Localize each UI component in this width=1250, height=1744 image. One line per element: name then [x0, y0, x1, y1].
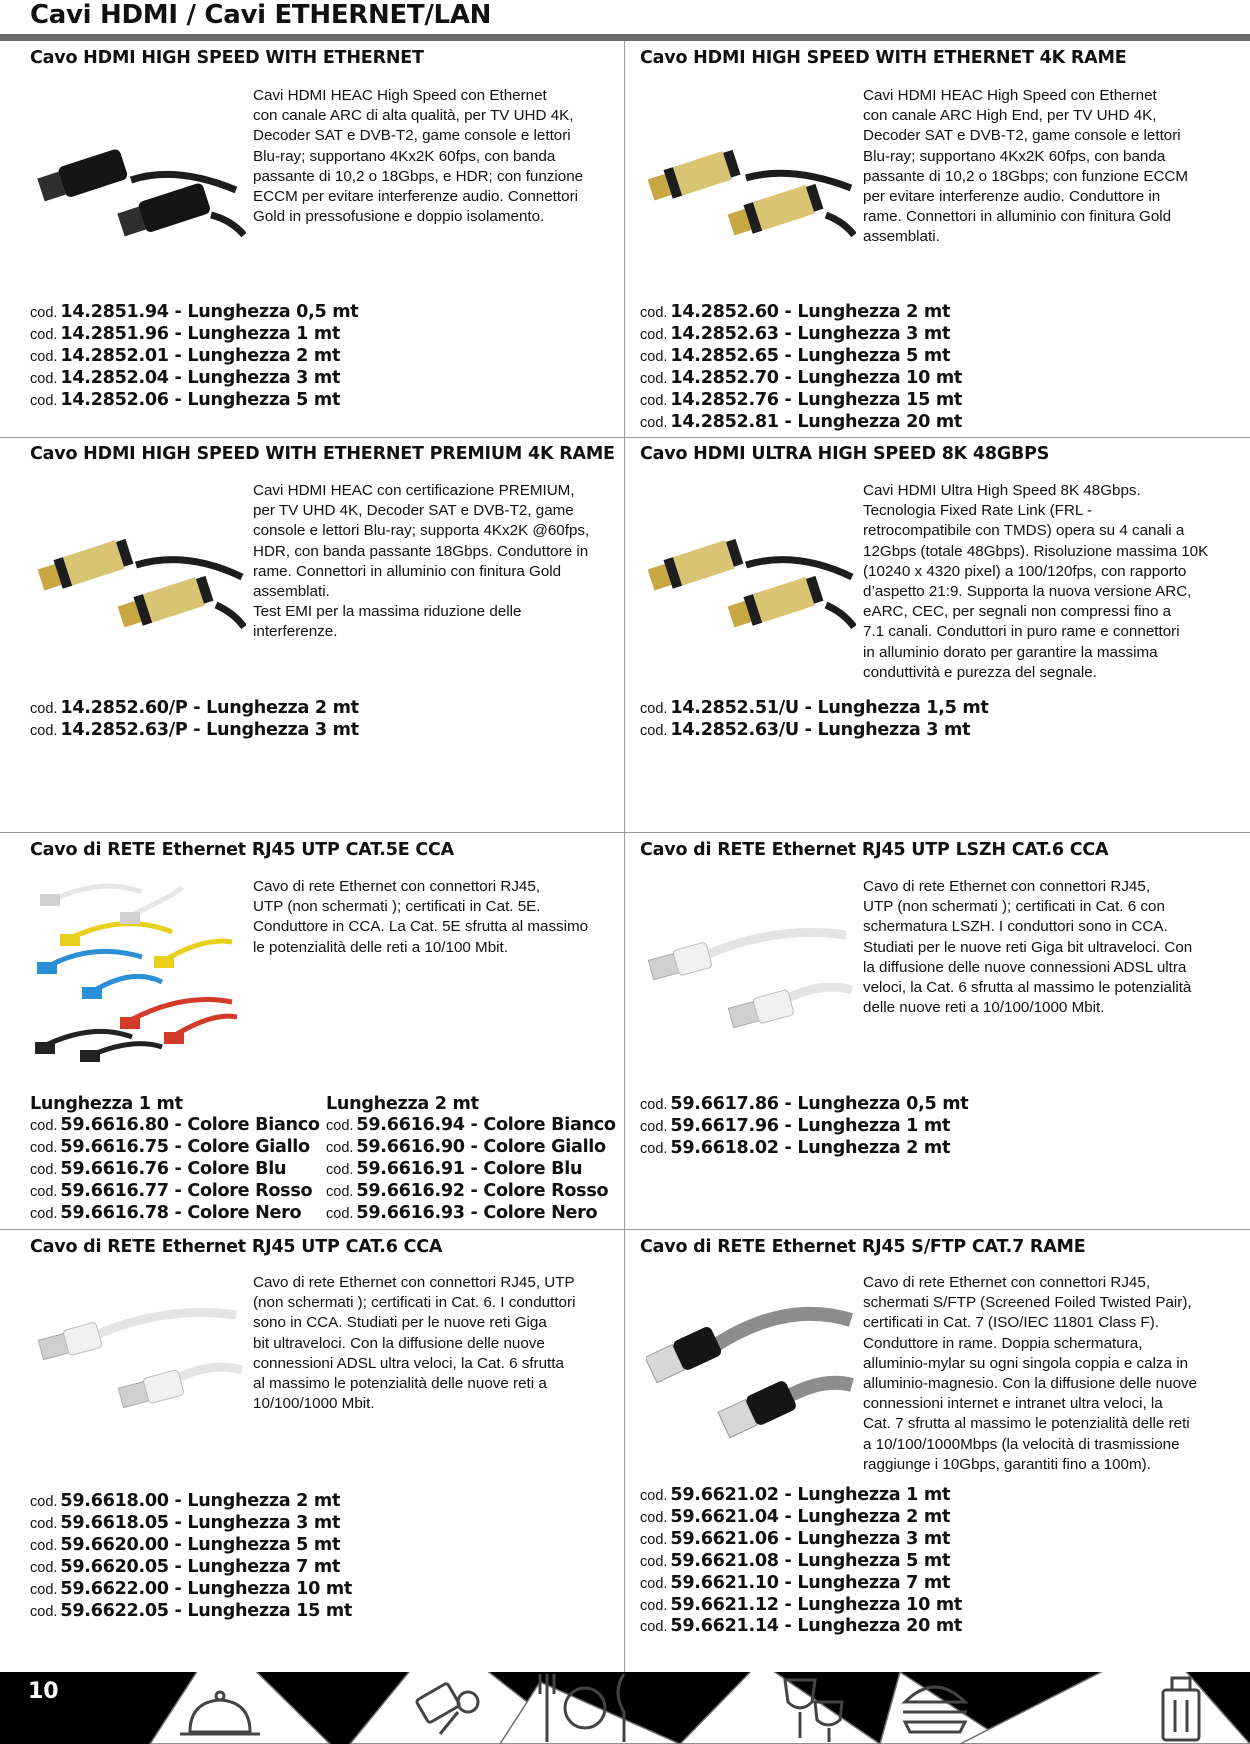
- product-description: [863, 481, 1208, 683]
- product-codes-group-2mt: [326, 1094, 616, 1224]
- description-line: Cavi HDMI HEAC High Speed con Ethernet: [863, 87, 1157, 104]
- code-item: cod. 59.6620.00 - Lunghezza 5 mt: [30, 1534, 341, 1555]
- product-rj45-lszh-cat6: [640, 840, 1236, 860]
- description-line: Blu-ray; supportano 4Kx2K 60fps, con banda: [863, 147, 1166, 165]
- code-item: cod. 14.2852.65 - Lunghezza 5 mt: [640, 345, 951, 366]
- description-line: a 10/100/1000Mbps (la velocità di trasmissione: [863, 1435, 1180, 1453]
- group-heading: Lunghezza 1 mt: [30, 1094, 183, 1114]
- code-item: cod. 59.6621.06 - Lunghezza 3 mt: [640, 1528, 951, 1549]
- description-line: 7.1 canali. Conduttori in puro rame e connettori: [863, 623, 1180, 641]
- code-item: cod. 59.6616.92 - Colore Rosso: [326, 1180, 609, 1201]
- code-item: cod. 59.6618.00 - Lunghezza 2 mt: [30, 1491, 341, 1511]
- code-item: cod. 59.6620.05 - Lunghezza 7 mt: [30, 1556, 341, 1577]
- description-line: Studiati per le nuove reti Giga bit ultraveloci. Con: [863, 938, 1193, 956]
- hdmi-cable-gold-image: [36, 525, 246, 635]
- description-line: conduttività e purezza del segnale.: [863, 663, 1097, 681]
- product-hdmi-high-speed: [30, 48, 626, 68]
- description-line: in alluminio dorato per garantire la massima: [863, 643, 1158, 661]
- description-line: Cavi HDMI HEAC con certificazione PREMIUM,: [253, 482, 575, 499]
- product-description: [863, 1273, 1197, 1475]
- description-line: 10/100/1000 Mbit.: [253, 1395, 375, 1413]
- ethernet-cable-white-image: [36, 1290, 246, 1415]
- description-line: Decoder SAT e DVB-T2, game console e lettori: [863, 127, 1181, 145]
- code-item: cod. 59.6616.80 - Colore Bianco: [30, 1114, 320, 1135]
- code-item: cod. 59.6616.75 - Colore Giallo: [30, 1136, 310, 1157]
- ethernet-cable-white-image: [646, 910, 856, 1035]
- description-line: Conduttore in rame. Doppia schermatura,: [863, 1334, 1143, 1352]
- description-line: veloci, la Cat. 6 sfrutta al massimo le potenzialità: [863, 979, 1192, 997]
- product-rj45-cat5e: [30, 840, 626, 860]
- product-hdmi-4k-rame: [640, 48, 1236, 68]
- description-line: al massimo le potenzialità delle nuove reti a: [253, 1375, 547, 1393]
- description-line: (non schermati ); certificati in Cat. 6. I conduttori: [253, 1294, 576, 1312]
- product-codes: [640, 1485, 962, 1638]
- code-item: cod. 14.2852.04 - Lunghezza 3 mt: [30, 367, 341, 388]
- description-line: sono in CCA. Studiati per le nuove reti Giga: [253, 1314, 547, 1332]
- product-hdmi-premium-4k: [30, 444, 626, 464]
- product-title: Cavo HDMI HIGH SPEED WITH ETHERNET 4K RAME: [640, 48, 1127, 68]
- description-line: interferenze.: [253, 623, 338, 641]
- description-line: passante di 10,2 o 18Gbps, e HDR; con funzione: [253, 167, 584, 185]
- title-rule: [0, 34, 1250, 41]
- product-description: [863, 877, 1192, 1018]
- description-line: connessioni internet e intranet ultra veloci, la: [863, 1395, 1163, 1413]
- description-line: Cavi HDMI Ultra High Speed 8K 48Gbps.: [863, 482, 1141, 499]
- code-item: cod. 59.6622.05 - Lunghezza 15 mt: [30, 1600, 353, 1621]
- code-item: cod. 59.6617.96 - Lunghezza 1 mt: [640, 1115, 951, 1136]
- product-title: Cavo di RETE Ethernet RJ45 UTP CAT.6 CCA: [30, 1237, 443, 1257]
- product-title: Cavo di RETE Ethernet RJ45 UTP LSZH CAT.6 CCA: [640, 840, 1109, 860]
- product-description: [253, 877, 588, 958]
- product-codes: [30, 302, 358, 412]
- hdmi-cable-gold-image: [646, 525, 856, 635]
- description-line: certificati in Cat. 7 (ISO/IEC 11801 Class F).: [863, 1314, 1159, 1332]
- code-item: cod. 59.6621.12 - Lunghezza 10 mt: [640, 1594, 963, 1615]
- code-item: cod. 14.2851.94 - Lunghezza 0,5 mt: [30, 302, 359, 322]
- description-line: con canale ARC di alta qualità, per TV UHD 4K,: [253, 107, 574, 125]
- description-line: Blu-ray; supportano 4Kx2K 60fps, con banda: [253, 147, 556, 165]
- row-divider: [0, 832, 1250, 833]
- description-line: per evitare interferenze audio. Conduttore in: [863, 188, 1161, 206]
- page-title: Cavi HDMI / Cavi ETHERNET/LAN: [30, 0, 492, 30]
- description-line: assemblati.: [253, 583, 330, 601]
- code-item: cod. 14.2851.96 - Lunghezza 1 mt: [30, 323, 341, 344]
- code-item: cod. 59.6616.77 - Colore Rosso: [30, 1180, 313, 1201]
- ethernet-cable-grey-image: [646, 1290, 856, 1440]
- code-item: cod. 14.2852.06 - Lunghezza 5 mt: [30, 389, 341, 410]
- product-title: Cavo di RETE Ethernet RJ45 UTP CAT.5E CCA: [30, 840, 454, 860]
- description-line: (10240 x 4320 pixel) a 100/120fps, con rapporto: [863, 562, 1187, 580]
- description-line: rame. Connettori in alluminio con finitura Gold: [863, 208, 1172, 226]
- code-item: cod. 59.6616.78 - Colore Nero: [30, 1202, 302, 1223]
- description-line: UTP (non schermati ); certificati in Cat. 5E.: [253, 898, 541, 916]
- description-line: ECCM per evitare interferenze audio. Connettori: [253, 188, 579, 206]
- product-hdmi-ultra-8k: [640, 444, 1236, 464]
- description-line: UTP (non schermati ); certificati in Cat. 6 con: [863, 898, 1165, 916]
- footer-band: [0, 1672, 1250, 1744]
- code-item: cod. 59.6616.76 - Colore Blu: [30, 1158, 287, 1179]
- product-codes: [640, 1094, 968, 1160]
- description-line: Test EMI per la massima riduzione delle: [253, 603, 522, 621]
- code-item: cod. 14.2852.01 - Lunghezza 2 mt: [30, 345, 341, 366]
- description-line: rame. Connettori in alluminio con finitura Gold: [253, 562, 562, 580]
- description-line: Cat. 7 sfrutta al massimo le potenzialità delle reti: [863, 1415, 1190, 1433]
- hdmi-cable-gold-image: [646, 140, 856, 240]
- code-item: cod. 14.2852.76 - Lunghezza 15 mt: [640, 389, 963, 410]
- description-line: raggiunge i 10Gbps, garantiti fino a 100m).: [863, 1455, 1151, 1473]
- product-title: Cavo HDMI HIGH SPEED WITH ETHERNET: [30, 48, 424, 68]
- code-item: cod. 59.6616.94 - Colore Bianco: [326, 1114, 616, 1135]
- code-item: cod. 14.2852.63/P - Lunghezza 3 mt: [30, 719, 359, 740]
- product-codes: [640, 302, 962, 433]
- code-item: cod. 59.6621.10 - Lunghezza 7 mt: [640, 1572, 951, 1593]
- code-item: cod. 59.6616.91 - Colore Blu: [326, 1158, 583, 1179]
- product-title: Cavo HDMI ULTRA HIGH SPEED 8K 48GBPS: [640, 444, 1050, 464]
- code-item: cod. 14.2852.81 - Lunghezza 20 mt: [640, 411, 963, 432]
- row-divider: [0, 437, 1250, 438]
- code-item: cod. 59.6622.00 - Lunghezza 10 mt: [30, 1578, 353, 1599]
- row-divider: [0, 1229, 1250, 1230]
- description-line: delle nuove reti a 10/100/1000 Mbit.: [863, 999, 1105, 1017]
- description-line: con canale ARC High End, per TV UHD 4K,: [863, 107, 1157, 125]
- description-line: la diffusione delle nuove connessioni ADSL ultra: [863, 958, 1187, 976]
- product-codes: [640, 698, 989, 742]
- product-codes: [30, 1491, 352, 1622]
- description-line: le potenzialità delle reti a 10/100 Mbit.: [253, 938, 508, 956]
- code-item: cod. 59.6621.08 - Lunghezza 5 mt: [640, 1550, 951, 1571]
- code-item: cod. 59.6621.02 - Lunghezza 1 mt: [640, 1485, 951, 1505]
- description-line: Cavo di rete Ethernet con connettori RJ45,: [253, 878, 541, 895]
- product-rj45-sftp-cat7: [640, 1237, 1236, 1257]
- code-item: cod. 59.6616.93 - Colore Nero: [326, 1202, 598, 1223]
- code-item: cod. 59.6618.05 - Lunghezza 3 mt: [30, 1512, 341, 1533]
- description-line: d’aspetto 21:9. Supporta la nuova versione ARC,: [863, 583, 1192, 601]
- code-item: cod. 59.6617.86 - Lunghezza 0,5 mt: [640, 1094, 969, 1114]
- ethernet-cables-colors-image: [32, 872, 247, 1062]
- code-item: cod. 14.2852.60 - Lunghezza 2 mt: [640, 302, 951, 322]
- code-item: cod. 59.6618.02 - Lunghezza 2 mt: [640, 1137, 951, 1158]
- description-line: Cavo di rete Ethernet con connettori RJ45, UTP: [253, 1274, 575, 1291]
- product-title: Cavo di RETE Ethernet RJ45 S/FTP CAT.7 RAME: [640, 1237, 1086, 1257]
- product-codes-group-1mt: [30, 1094, 320, 1224]
- description-line: Cavo di rete Ethernet con connettori RJ45,: [863, 1274, 1151, 1291]
- description-line: alluminio-magnesio. Con la diffusione delle nuove: [863, 1375, 1198, 1393]
- description-line: Decoder SAT e DVB-T2, game console e lettori: [253, 127, 571, 145]
- description-line: eARC, CEC, per segnali non compressi fino a: [863, 603, 1172, 621]
- description-line: HDR, con banda passante 18Gbps. Conduttore in: [253, 542, 589, 560]
- description-line: Conduttore in CCA. La Cat. 5E sfrutta al massimo: [253, 918, 589, 936]
- product-description: [253, 1273, 575, 1414]
- description-line: retrocompatibile con TMDS) opera su 4 canali a: [863, 522, 1185, 540]
- description-line: Tecnologia Fixed Rate Link (FRL -: [863, 502, 1093, 520]
- product-codes: [30, 698, 359, 742]
- code-item: cod. 14.2852.60/P - Lunghezza 2 mt: [30, 698, 359, 718]
- code-item: cod. 14.2852.70 - Lunghezza 10 mt: [640, 367, 963, 388]
- code-item: cod. 59.6621.14 - Lunghezza 20 mt: [640, 1616, 963, 1637]
- description-line: Gold in pressofusione e doppio isolamento.: [253, 208, 545, 226]
- code-item: cod. 14.2852.63/U - Lunghezza 3 mt: [640, 719, 971, 740]
- description-line: 12Gbps (totale 48Gbps). Risoluzione massima 10K: [863, 542, 1209, 560]
- code-item: cod. 14.2852.51/U - Lunghezza 1,5 mt: [640, 698, 989, 718]
- description-line: schermati S/FTP (Screened Foiled Twisted Pair),: [863, 1294, 1192, 1312]
- description-line: per TV UHD 4K, Decoder SAT e DVB-T2, game: [253, 502, 574, 520]
- code-item: cod. 14.2852.63 - Lunghezza 3 mt: [640, 323, 951, 344]
- description-line: assemblati.: [863, 228, 940, 246]
- description-line: schermatura LSZH. I conduttori sono in CCA.: [863, 918, 1168, 936]
- description-line: bit ultraveloci. Con la diffusione delle nuove: [253, 1334, 545, 1352]
- description-line: console e lettori Blu-ray; supporta 4Kx2K @60fps,: [253, 522, 590, 540]
- product-description: [863, 86, 1188, 248]
- code-item: cod. 59.6621.04 - Lunghezza 2 mt: [640, 1506, 951, 1527]
- group-heading: Lunghezza 2 mt: [326, 1094, 479, 1114]
- product-description: [253, 481, 589, 643]
- code-item: cod. 59.6616.90 - Colore Giallo: [326, 1136, 606, 1157]
- description-line: alluminio-mylar su ogni singola coppia e calza in: [863, 1354, 1189, 1372]
- page-number: 10: [28, 1679, 59, 1704]
- hdmi-cable-black-image: [36, 140, 246, 240]
- description-line: connessioni ADSL ultra veloci, la Cat. 6 sfrutta: [253, 1354, 564, 1372]
- product-title: Cavo HDMI HIGH SPEED WITH ETHERNET PREMIUM 4K RAME: [30, 444, 615, 464]
- product-description: [253, 86, 583, 227]
- description-line: passante di 10,2 o 18Gbps; con funzione ECCM: [863, 167, 1189, 185]
- description-line: Cavo di rete Ethernet con connettori RJ45,: [863, 878, 1151, 895]
- description-line: Cavi HDMI HEAC High Speed con Ethernet: [253, 87, 547, 104]
- product-rj45-utp-cat6: [30, 1237, 626, 1257]
